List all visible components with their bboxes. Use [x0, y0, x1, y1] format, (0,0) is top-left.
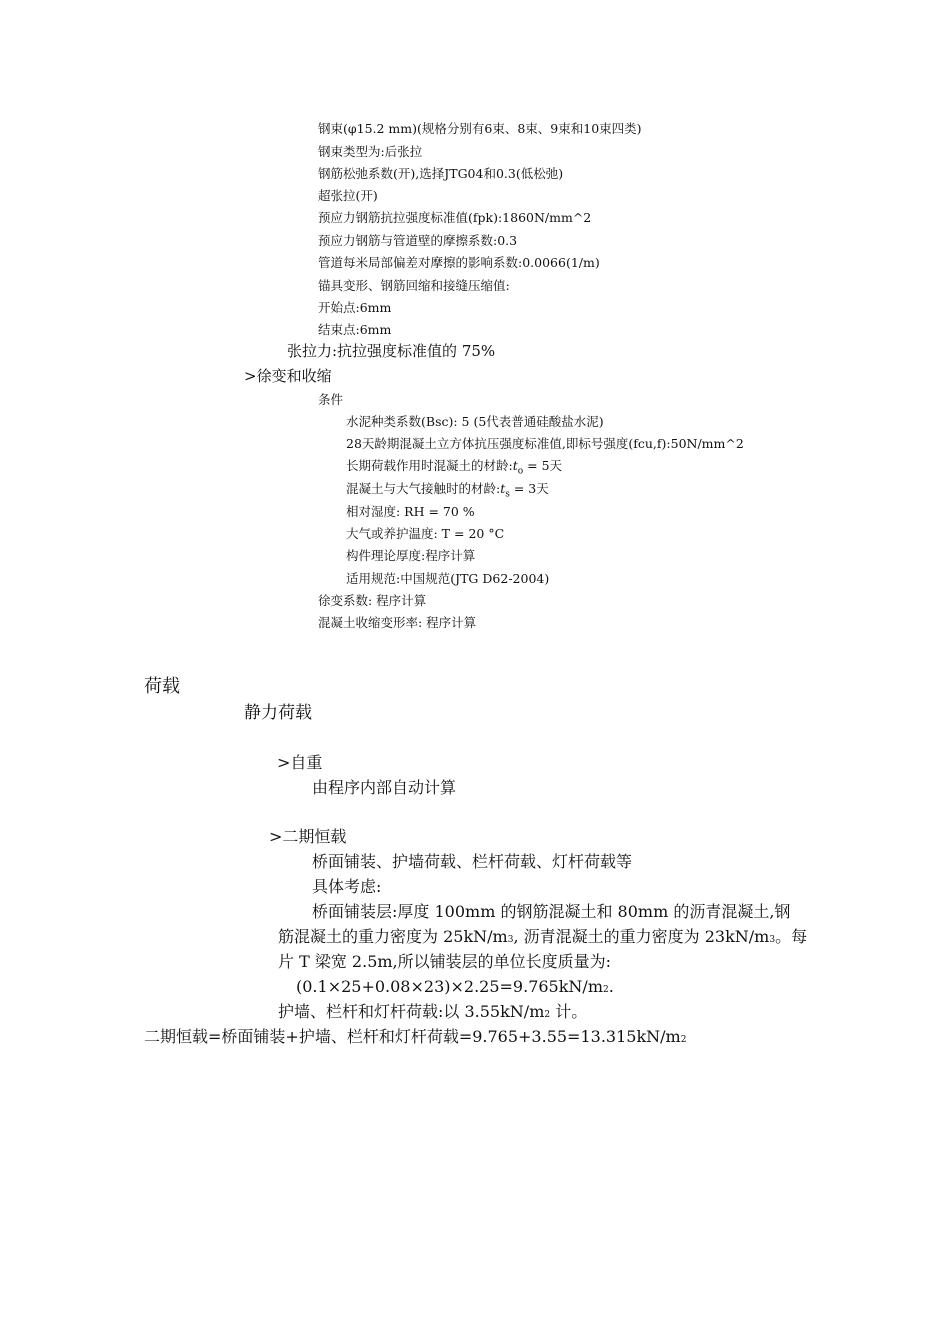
second-dead-load-heading: >二期恒载 [269, 827, 347, 846]
deck-paving-text: 。每 [775, 927, 808, 946]
tendon-spec-line: 管道每米局部偏差对摩擦的影响系数:0.0066(1/m) [318, 255, 600, 270]
creep-coefficient: 徐变系数: 程序计算 [318, 593, 427, 608]
long-load-age-value: = 5天 [523, 458, 563, 473]
static-load-heading: 静力荷载 [244, 703, 312, 723]
unit-exponent: 3 [769, 935, 776, 945]
deck-paving-line-3: 片 T 梁宽 2.5m,所以铺装层的单位长度质量为: [278, 952, 612, 971]
guardrail-text-end: 计。 [550, 1002, 588, 1021]
long-load-age-subscript: o [517, 466, 524, 477]
shrinkage-strain: 混凝土收缩变形率: 程序计算 [318, 615, 477, 630]
long-load-age-label: 长期荷载作用时混凝土的材龄: [346, 458, 513, 473]
contact-age-variable: t [500, 481, 506, 496]
applicable-code: 适用规范:中国规范(JTG D62-2004) [346, 571, 550, 586]
concrete-strength: 28天龄期混凝土立方体抗压强度标准值,即标号强度(fcu,f):50N/mm^2 [346, 436, 744, 451]
relative-humidity: 相对湿度: RH = 70 % [346, 504, 475, 519]
ambient-temperature: 大气或养护温度: T = 20 °C [346, 526, 505, 541]
deck-paving-text: , 沥青混凝土的重力密度为 23kN/m [513, 927, 770, 946]
unit-exponent: 3 [507, 935, 514, 945]
tendon-spec-line: 锚具变形、钢筋回缩和接缝压缩值: [318, 278, 510, 293]
long-load-age [346, 460, 562, 477]
tendon-spec-line: 钢筋松弛系数(开),选择JTG04和0.3(低松弛) [318, 166, 564, 181]
tendon-spec-line: 钢束类型为:后张拉 [318, 144, 423, 159]
tension-force-line: 张拉力:抗拉强度标准值的 75% [287, 342, 496, 360]
tendon-spec-line: 预应力钢筋与管道壁的摩擦系数:0.3 [318, 233, 518, 248]
guardrail-text: 护墙、栏杆和灯杆荷载:以 3.55kN/m [278, 1002, 545, 1021]
unit-exponent: 2 [680, 1035, 687, 1045]
contact-age-label: 混凝土与大气接触时的材龄: [346, 481, 501, 496]
creep-heading: >徐变和收缩 [244, 367, 332, 385]
formula-end: . [608, 977, 614, 996]
formula-text: (0.1×25+0.08×23)×2.25=9.765kN/m [296, 977, 603, 996]
second-dead-load-items: 桥面铺装、护墙荷载、栏杆荷载、灯杆荷载等 [312, 852, 633, 871]
second-dead-load-total [144, 1029, 686, 1045]
unit-exponent: 2 [544, 1010, 551, 1020]
deck-paving-line-1: 桥面铺装层:厚度 100mm 的钢筋混凝土和 80mm 的沥青混凝土,钢 [312, 902, 791, 921]
deck-paving-line-2 [278, 929, 807, 945]
load-heading: 荷载 [144, 676, 180, 697]
deck-paving-text: 筋混凝土的重力密度为 25kN/m [278, 927, 508, 946]
self-weight-description: 由程序内部自动计算 [312, 778, 457, 797]
contact-age-value: = 3天 [509, 481, 549, 496]
member-thickness: 构件理论厚度:程序计算 [346, 548, 476, 563]
self-weight-heading: >自重 [277, 753, 323, 772]
consideration-label: 具体考虑: [312, 877, 382, 896]
total-text: 二期恒载=桥面铺装+护墙、栏杆和灯杆荷载=9.765+3.55=13.315kN/m [144, 1027, 681, 1046]
tendon-spec-line: 超张拉(开) [318, 188, 378, 203]
condition-label: 条件 [318, 392, 344, 407]
long-load-age-variable: t [512, 458, 518, 473]
contact-age-subscript: s [505, 489, 510, 500]
tendon-spec-line: 开始点:6mm [318, 300, 392, 315]
contact-age [346, 483, 549, 500]
guardrail-load-line [278, 1004, 587, 1020]
tendon-spec-line: 结束点:6mm [318, 322, 392, 337]
tendon-spec-line: 钢束(φ15.2 mm)(规格分别有6束、8束、9束和10束四类) [318, 121, 642, 136]
unit-exponent: 2 [603, 985, 609, 995]
cement-coefficient: 水泥种类系数(Bsc): 5 (5代表普通硅酸盐水泥) [346, 414, 604, 429]
tendon-spec-line: 预应力钢筋抗拉强度标准值(fpk):1860N/mm^2 [318, 210, 592, 225]
paving-mass-formula [296, 979, 614, 995]
